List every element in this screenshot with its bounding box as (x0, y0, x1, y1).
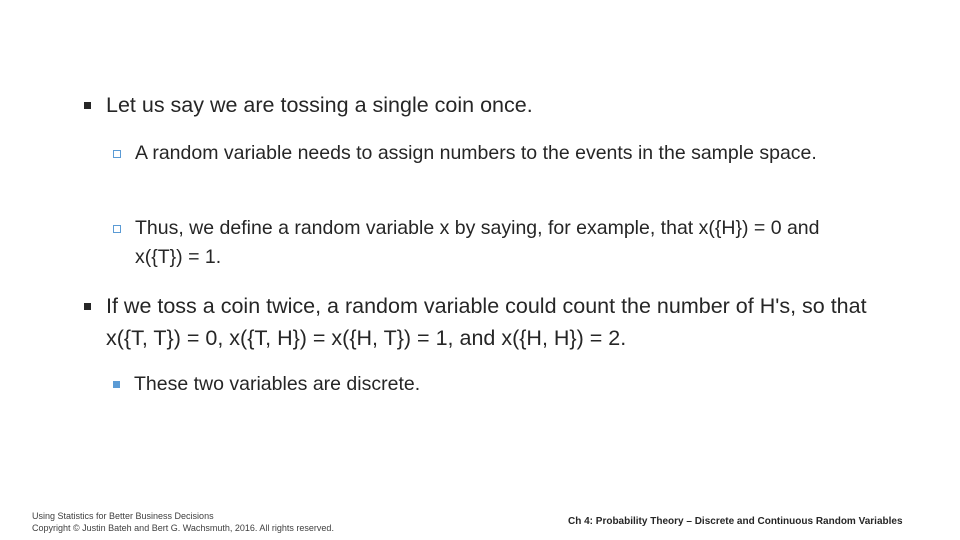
bullet-1-2-text: Thus, we define a random variable x by saying, for example, that x({H}) = 0 and x({T}) = 1. (135, 217, 820, 268)
bullet-1-1-text: A random variable needs to assign numbers to the events in the sample space. (135, 142, 817, 164)
hollow-square-bullet-icon (113, 150, 121, 158)
bullet-1-text: Let us say we are tossing a single coin once. (106, 93, 533, 117)
footer-chapter: Ch 4: Probability Theory – Discrete and Continuous Random Variables (568, 516, 903, 527)
blue-square-bullet-icon (113, 381, 120, 388)
footer-citation (32, 510, 334, 534)
bullet-1-1 (113, 139, 833, 168)
bullet-2-1 (113, 370, 833, 399)
bullet-1-2 (113, 214, 833, 272)
bullet-1 (84, 89, 904, 121)
square-bullet-icon (84, 303, 91, 310)
hollow-square-bullet-icon (113, 225, 121, 233)
bullet-2-text: If we toss a coin twice, a random variable could count the number of H's, so that x({T, T}) = 0, x({T, H}) = x({H, T}) = 1, and x({H, H}) = 2. (106, 294, 867, 350)
footer-book-title: Using Statistics for Better Business Decisions (32, 511, 214, 521)
bullet-2-1-text: These two variables are discrete. (134, 373, 421, 395)
bullet-2 (84, 290, 894, 354)
footer-copyright: Copyright © Justin Bateh and Bert G. Wachsmuth, 2016. All rights reserved. (32, 523, 334, 533)
square-bullet-icon (84, 102, 91, 109)
